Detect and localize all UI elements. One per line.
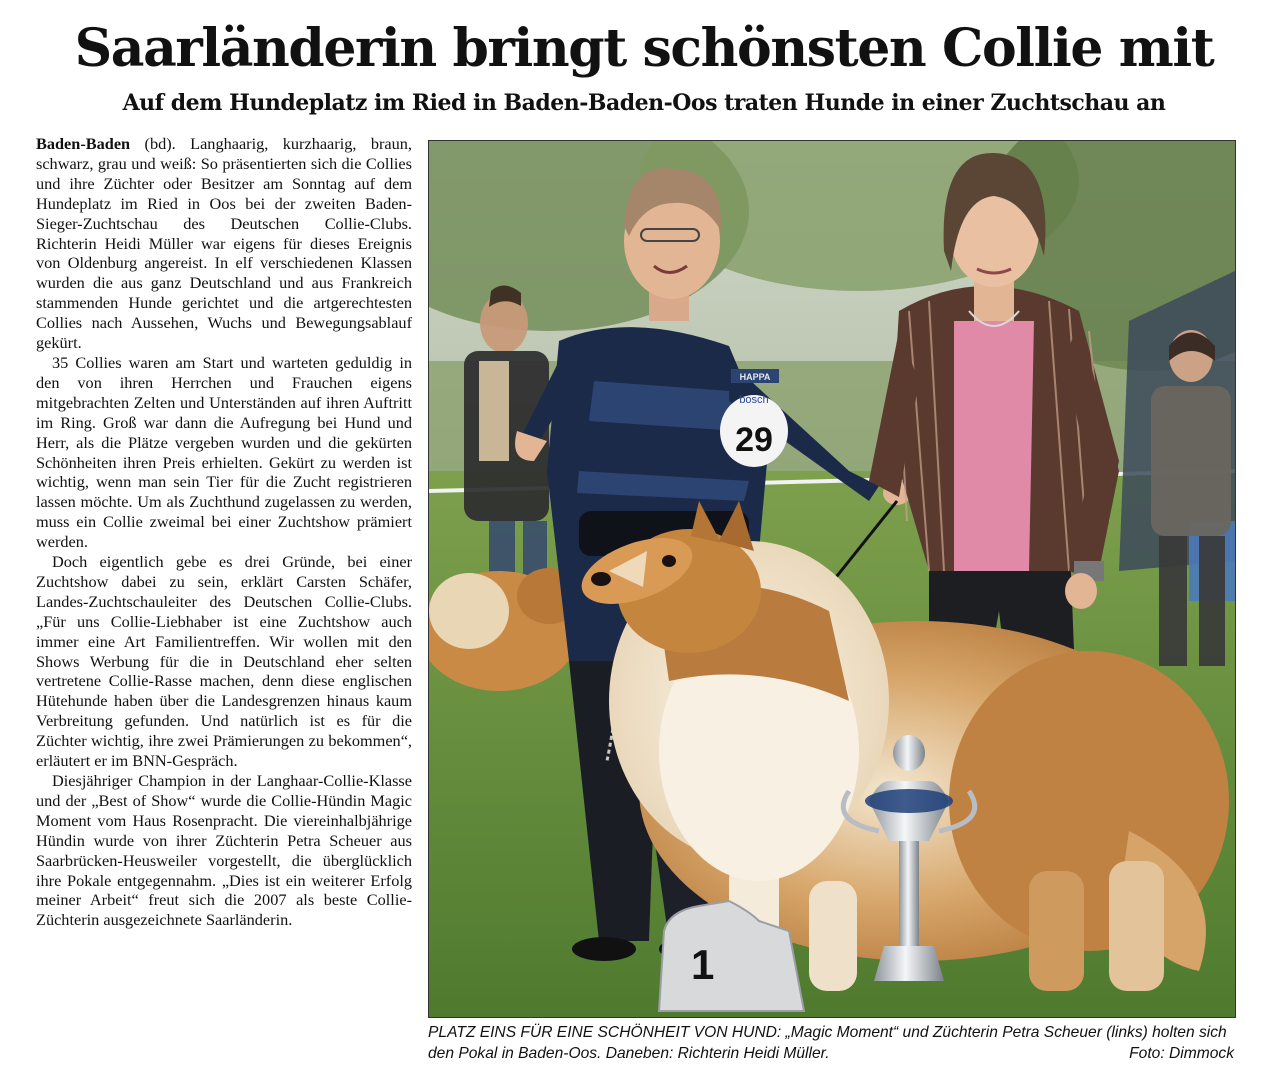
- photo-illustration: [429, 141, 1235, 1017]
- caption-text: „Magic Moment“ und Züchterin Petra Scheuer (links) holten sich den Pokal in Baden-Oos. Daneben: Richterin Heidi Müller.: [428, 1024, 1227, 1062]
- article-body: [36, 134, 412, 930]
- placard-number: 1: [691, 941, 715, 988]
- article-paragraph-1: [36, 134, 412, 353]
- headline: Saarländerin bringt schönsten Collie mit: [74, 18, 1214, 79]
- photo-credit: Foto: Dimmock: [1129, 1045, 1234, 1062]
- bib-brand: bosch: [739, 394, 769, 406]
- bib-number: 29: [735, 421, 773, 459]
- dateline: Baden-Baden: [36, 134, 131, 153]
- article-paragraph-3: Doch eigentlich gebe es drei Gründe, bei einer Zuchtshow dabei zu sein, erklärt Carsten Schäfer, Landes-Zuchtschauleiter des Deutschen Collie-Clubs. „Für uns Collie-Liebhaber ist eine Zuchtshow auch immer eine Art Familientreffen. Wir wollen mit den Shows Werbung für die in Deutschland eher selten vertretene Collie-Rasse machen, denn diese englischen Hütehunde haben über die Landesgrenzen hinaus kaum Verbreitung gefunden. Und natürlich ist es für die Züchter wichtig, ihre zwei Prämierungen zu bekommen“, erläutert er im BNN-Gespräch.: [36, 552, 412, 771]
- subheadline: Auf dem Hundeplatz im Ried in Baden-Baden-Oos traten Hunde in einer Zuchtschau an: [122, 90, 1166, 116]
- caption-lead: PLATZ EINS FÜR EINE SCHÖNHEIT VON HUND:: [428, 1024, 786, 1041]
- paragraph-1-text: (bd). Langhaarig, kurzhaarig, braun, schwarz, grau und weiß: So präsentierten sich die Collies und ihre Züchter oder Besitzer am Sonntag auf dem Hundeplatz im Ried in Oos bei der zweiten Baden-Sieger-Zuchtschau des Deutschen Collie-Clubs. Richterin Heidi Müller war eigens für dieses Ereignis von Oldenburg angereist. In elf verschiedenen Klassen wurden die aus ganz Deutschland und aus Frankreich stammenden Hunde gerichtet und die artgerechtesten Collies nach Aussehen, Wuchs und Bewegungsablauf gekürt.: [36, 134, 412, 353]
- article-paragraph-2: 35 Collies waren am Start und warteten geduldig in den von ihren Herrchen und Frauchen eigens mitgebrachten Zelten und Unterständen auf ihren Auftritt im Ring. Groß war dann die Aufregung bei Hund und Herr, als die Plätze vergeben wurden und die gekürten Schönheiten ihren Preis erhielten. Gekürt zu werden ist wichtig, wenn man sein Tier für die Zucht registrieren lassen möchte. Um als Zuchthund zugelassen zu werden, muss ein Collie zweimal bei einer Zuchtshow prämiert werden.: [36, 352, 412, 552]
- article-paragraph-4: Diesjähriger Champion in der Langhaar-Collie-Klasse und der „Best of Show“ wurde die Collie-Hündin Magic Moment vom Haus Rosenpracht. Die viereinhalbjährige Hündin wurde von ihrer Züchterin Petra Scheuer aus Saarbrücken-Heusweiler vorgestellt, die überglücklich ihre Pokale entgegennahm. „Dies ist ein weiterer Erfolg meiner Arbeit“ freut sich die 2007 als beste Collie-Züchterin ausgezeichnete Saarländerin.: [36, 771, 412, 930]
- news-photo: [428, 140, 1236, 1018]
- photo-caption: [428, 1022, 1234, 1064]
- jacket-logo: HAPPA: [739, 372, 771, 382]
